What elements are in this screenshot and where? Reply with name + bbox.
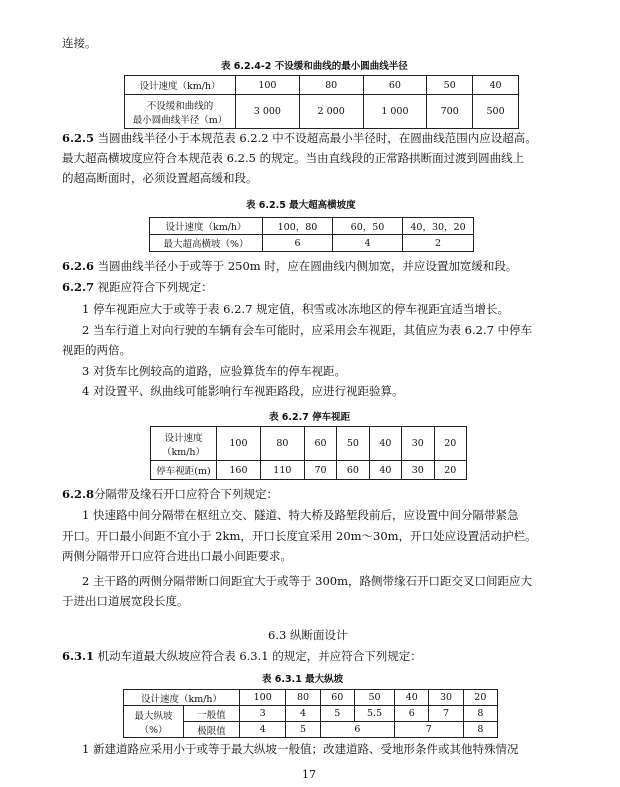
cell: 30 [402,461,434,480]
cell: 40 [369,461,401,480]
cell: 80 [286,690,320,706]
row-label: 停车视距(m) [151,461,217,480]
cell: 60 [363,76,427,95]
cell: 5 [286,722,320,738]
para-628-item2: 2 主干路的两侧分隔带断口间距宜大于或等于 300m，路侧带缘石开口距交叉口间距应大 [82,574,532,588]
cell: 60 [337,461,369,480]
row-label: 设计速度 （km/h） [151,427,217,461]
cell: 100 [236,76,300,95]
cell: 60，50 [333,218,403,235]
para-625-line1: 6.2.5 当圆曲线半径小于本规范表 6.2.2 中不设超高最小半径时，在圆曲线范围内应设超高。 [62,131,537,145]
cell: 20 [463,690,497,706]
last-line: 1 新建道路应采用小于或等于最大纵坡一般值；改建道路、受地形条件或其他特殊情况 [82,742,519,756]
cell: 50 [427,76,473,95]
para-628: 6.2.8分隔带及缘石开口应符合下列规定： [62,487,279,501]
para-627-item4: 4 对设置平、纵曲线可能影响行车视距路段，应进行视距验算。 [82,384,404,398]
row-label: 设计速度（km/h） [124,690,240,706]
cell: 6 [320,722,395,738]
cell: 1 000 [363,95,427,129]
cell: 5.5 [354,706,394,722]
cell: 6 [263,235,333,252]
table-6242 [124,75,519,129]
table-625 [149,217,474,252]
cell: 50 [337,427,369,461]
cell: 2 [403,235,474,252]
cell: 160 [217,461,261,480]
table-631-caption: 表 6.3.1 最大纵坡 [262,674,344,685]
cell: 8 [463,722,497,738]
table-627-caption: 表 6.2.7 停车视距 [269,412,351,423]
cell: 3 000 [236,95,300,129]
row-label: 设计速度（km/h） [125,76,236,95]
table-631 [123,689,498,738]
table-625-caption: 表 6.2.5 最大超高横坡度 [246,200,356,211]
cell: 6 [395,706,429,722]
cell: 60 [304,427,336,461]
cell: 5 [320,706,354,722]
cell: 40，30，20 [403,218,474,235]
cell: 7 [429,706,463,722]
cell: 2 000 [299,95,363,129]
cell: 40 [395,690,429,706]
para-627-item2: 2 当车行道上对向行驶的车辆有会车可能时，应采用会车视距，其值应为表 6.2.7 中停车 [82,323,533,337]
para-627: 6.2.7 视距应符合下列规定： [62,280,213,294]
para-627-item2-cont: 视距的两倍。 [62,343,131,357]
cell: 500 [473,95,519,129]
top-line: 连接。 [62,36,97,50]
cell: 20 [434,461,467,480]
group-label: 最大纵坡 （%） [124,706,184,738]
cell: 20 [434,427,467,461]
cell: 70 [304,461,336,480]
section-heading: 6.3 纵断面设计 [268,628,348,642]
para-627-item3: 3 对货车比例较高的道路，应验算货车的停车视距。 [82,364,346,378]
row-label: 设计速度（km/h） [150,218,263,235]
para-628-item1-cont2: 两侧分隔带开口应符合进出口最小间距要求。 [62,549,292,563]
cell: 50 [354,690,394,706]
para-628-item1-cont: 开口。开口最小间距不宜小于 2km，开口长度宜采用 20m～30m，开口处应设置活动护栏。 [62,529,537,543]
cell: 7 [395,722,464,738]
para-628-item2-cont: 于进出口道展宽段长度。 [62,594,189,608]
para-625-line2: 最大超高横坡度应符合本规范表 6.2.5 的规定。当由直线段的正常路拱断面过渡到圆曲线上 [62,151,525,165]
cell: 100，80 [263,218,333,235]
cell: 30 [429,690,463,706]
cell: 4 [286,706,320,722]
cell: 40 [473,76,519,95]
cell: 100 [217,427,261,461]
page-number: 17 [302,768,316,781]
cell: 4 [333,235,403,252]
cell: 30 [402,427,434,461]
cell: 700 [427,95,473,129]
cell: 80 [299,76,363,95]
cell: 4 [240,722,286,738]
table-6242-caption: 表 6.2.4-2 不设缓和曲线的最小圆曲线半径 [221,61,408,72]
sub-label: 一般值 [184,706,240,722]
cell: 100 [240,690,286,706]
para-626: 6.2.6 当圆曲线半径小于或等于 250m 时，应在圆曲线内侧加宽，并应设置加宽缓和段。 [62,259,518,273]
cell: 3 [240,706,286,722]
cell: 80 [260,427,304,461]
cell: 40 [369,427,401,461]
row-label: 不设缓和曲线的 最小圆曲线半径（m） [125,95,236,129]
cell: 8 [463,706,497,722]
row-label: 最大超高横坡（%） [150,235,263,252]
cell: 110 [260,461,304,480]
para-627-item1: 1 停车视距应大于或等于表 6.2.7 规定值，积雪或冰冻地区的停车视距宜适当增长。 [82,302,510,316]
para-631: 6.3.1 机动车道最大纵坡应符合表 6.3.1 的规定，并应符合下列规定： [62,649,422,663]
table-627 [150,426,467,480]
cell: 60 [320,690,354,706]
para-625-line3: 的超高断面时，必须设置超高缓和段。 [62,171,258,185]
sub-label: 极限值 [184,722,240,738]
para-628-item1: 1 快速路中间分隔带在枢纽立交、隧道、特大桥及路堑段前后，应设置中间分隔带紧急 [82,508,519,522]
